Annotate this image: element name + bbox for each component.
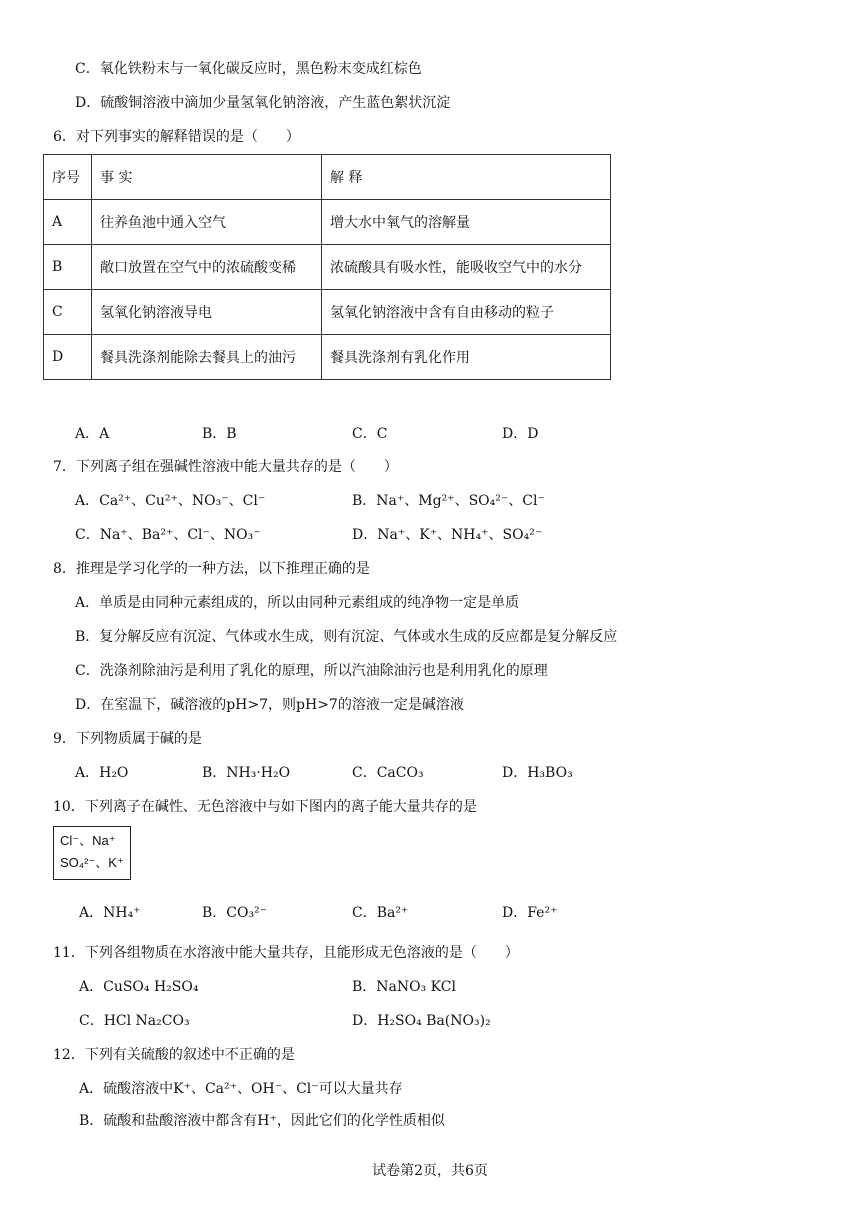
q7-option-b: B．Na⁺、Mg²⁺、SO₄²⁻、Cl⁻ <box>352 493 545 509</box>
page-footer: 试卷第2页，共6页 <box>372 1163 488 1179</box>
q11-stem: 11．下列各组物质在水溶液中能大量共存，且能形成无色溶液的是（ ） <box>53 945 519 961</box>
row-explanation: 氢氧化钠溶液中含有自由移动的粒子 <box>322 290 611 335</box>
row-explanation: 浓硫酸具有吸水性，能吸收空气中的水分 <box>322 245 611 290</box>
row-index: C <box>44 290 92 335</box>
q12-stem: 12．下列有关硫酸的叙述中不正确的是 <box>53 1047 295 1063</box>
q8-option-a: A．单质是由同种元素组成的，所以由同种元素组成的纯净物一定是单质 <box>75 595 520 611</box>
q6-option-b: B．B <box>202 426 237 442</box>
row-explanation: 增大水中氧气的溶解量 <box>322 200 611 245</box>
row-fact: 往养鱼池中通入空气 <box>92 200 322 245</box>
row-index: B <box>44 245 92 290</box>
q9-option-d: D．H₃BO₃ <box>502 765 573 781</box>
q12-option-a: A．硫酸溶液中K⁺、Ca²⁺、OH⁻、Cl⁻可以大量共存 <box>79 1081 403 1097</box>
row-fact: 敞口放置在空气中的浓硫酸变稀 <box>92 245 322 290</box>
q8-option-d: D．在室温下，碱溶液的pH>7，则pH>7的溶液一定是碱溶液 <box>75 697 464 713</box>
q8-stem: 8．推理是学习化学的一种方法，以下推理正确的是 <box>53 561 370 577</box>
q6-option-a: A．A <box>75 426 110 442</box>
q11-option-d: D．H₂SO₄ Ba(NO₃)₂ <box>352 1013 491 1029</box>
table-row <box>44 335 611 380</box>
q9-option-b: B．NH₃·H₂O <box>202 765 291 781</box>
q10-option-d: D．Fe²⁺ <box>502 905 558 921</box>
ion-box-line-1: Cl⁻、Na⁺ <box>60 833 116 848</box>
q10-option-b: B．CO₃²⁻ <box>202 905 268 921</box>
q5-option-c: C．氧化铁粉末与一氧化碳反应时，黑色粉末变成红棕色 <box>75 61 422 77</box>
q10-stem: 10．下列离子在碱性、无色溶液中与如下图内的离子能大量共存的是 <box>53 799 477 815</box>
ion-box-line-2: SO₄²⁻、K⁺ <box>60 855 124 870</box>
row-index: A <box>44 200 92 245</box>
q7-option-c: C．Na⁺、Ba²⁺、Cl⁻、NO₃⁻ <box>75 527 261 543</box>
q11-option-a: A．CuSO₄ H₂SO₄ <box>79 979 199 995</box>
q8-option-c: C．洗涤剂除油污是利用了乳化的原理，所以汽油除油污也是利用乳化的原理 <box>75 663 548 679</box>
ion-box-figure <box>53 826 131 880</box>
q12-option-b: B．硫酸和盐酸溶液中都含有H⁺，因此它们的化学性质相似 <box>79 1113 445 1129</box>
q11-option-b: B．NaNO₃ KCl <box>352 979 456 995</box>
q9-option-c: C．CaCO₃ <box>352 765 424 781</box>
q8-option-b: B．复分解反应有沉淀、气体或水生成，则有沉淀、气体或水生成的反应都是复分解反应 <box>75 629 618 645</box>
table-row <box>44 290 611 335</box>
q10-option-c: C．Ba²⁺ <box>352 905 409 921</box>
q9-stem: 9．下列物质属于碱的是 <box>53 731 202 747</box>
row-explanation: 餐具洗涤剂有乳化作用 <box>322 335 611 380</box>
q9-option-a: A．H₂O <box>75 765 129 781</box>
q10-option-a: A．NH₄⁺ <box>79 905 141 921</box>
header-fact: 事 实 <box>92 155 322 200</box>
row-fact: 氢氧化钠溶液导电 <box>92 290 322 335</box>
table-row <box>44 200 611 245</box>
q6-option-c: C．C <box>352 426 388 442</box>
q5-option-d: D．硫酸铜溶液中滴加少量氢氧化钠溶液，产生蓝色絮状沉淀 <box>75 95 451 111</box>
table-row <box>44 245 611 290</box>
q7-option-d: D．Na⁺、K⁺、NH₄⁺、SO₄²⁻ <box>352 527 543 543</box>
q6-stem: 6．对下列事实的解释错误的是（ ） <box>53 129 300 145</box>
q6-facts-table <box>43 154 611 380</box>
table-header-row <box>44 155 611 200</box>
q6-option-d: D．D <box>502 426 539 442</box>
q11-option-c: C．HCl Na₂CO₃ <box>79 1013 190 1029</box>
header-index: 序号 <box>44 155 92 200</box>
q7-option-a: A．Ca²⁺、Cu²⁺、NO₃⁻、Cl⁻ <box>75 493 266 509</box>
q7-stem: 7．下列离子组在强碱性溶液中能大量共存的是（ ） <box>53 459 398 475</box>
header-explanation: 解 释 <box>322 155 611 200</box>
row-fact: 餐具洗涤剂能除去餐具上的油污 <box>92 335 322 380</box>
row-index: D <box>44 335 92 380</box>
